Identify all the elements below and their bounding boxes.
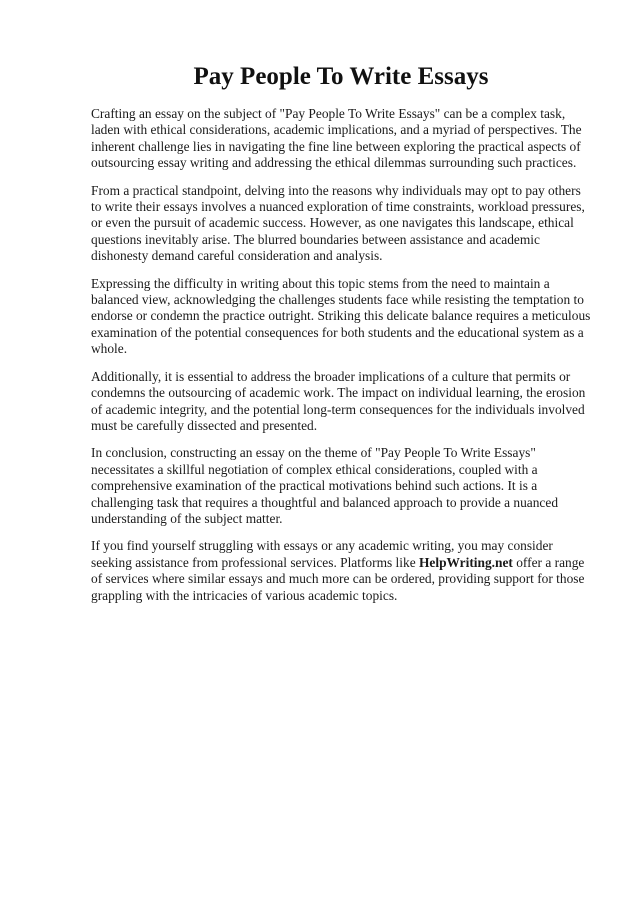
paragraph-practical: From a practical standpoint, delving into the reasons why individuals may opt to pay others to write their essays involves a nuanced exploration of time constraints, workload pressures, or even the pursuit of academic success. However, as one navigates this landscape, ethical questions inevitably arise. The blurred boundaries between assistance and academic dishonesty demand careful consideration and analysis.	[91, 182, 585, 264]
closing-text-after: offer a range of services where similar essays and much more can be ordered, providing support for those grappling with the intricacies of various academic topics.	[91, 554, 585, 603]
paragraph-conclusion: In conclusion, constructing an essay on the theme of "Pay People To Write Essays" necessitates a skillful negotiation of complex ethical considerations, coupled with a comprehensive examination of the practical motivations behind such actions. It is a challenging task that requires a thoughtful and balanced approach to provide a nuanced understanding of the subject matter.	[91, 445, 559, 526]
document-page	[91, 60, 591, 615]
paragraph-implications: Additionally, it is essential to address the broader implications of a culture that permits or condemns the outsourcing of academic work. The impact on individual learning, the erosion of academic integrity, and the potential long-term consequences for the individuals involved must be carefully dissected and presented.	[91, 368, 586, 433]
paragraph-difficulty: Expressing the difficulty in writing about this topic stems from the need to maintain a balanced view, acknowledging the challenges students face while resisting the temptation to endorse or condemn the practice outright. Striking this delicate balance requires a meticulous examination of the potential consequences for both students and the educational system as a whole.	[91, 275, 591, 357]
document-title: Pay People To Write Essays	[193, 63, 489, 90]
closing-text-before: If you find yourself struggling with essays or any academic writing, you may consider seeking assistance from professional services. Platforms like	[91, 538, 553, 570]
brand-name: HelpWriting.net	[419, 554, 513, 570]
paragraph-intro: Crafting an essay on the subject of "Pay People To Write Essays" can be a complex task, laden with ethical considerations, academic implications, and a myriad of perspectives. The inherent challenge lies in navigating the fine line between exploring the practical aspects of outsourcing essay writing and addressing the ethical dilemmas surrounding such practices.	[91, 106, 582, 171]
paragraph-closing	[91, 538, 591, 604]
